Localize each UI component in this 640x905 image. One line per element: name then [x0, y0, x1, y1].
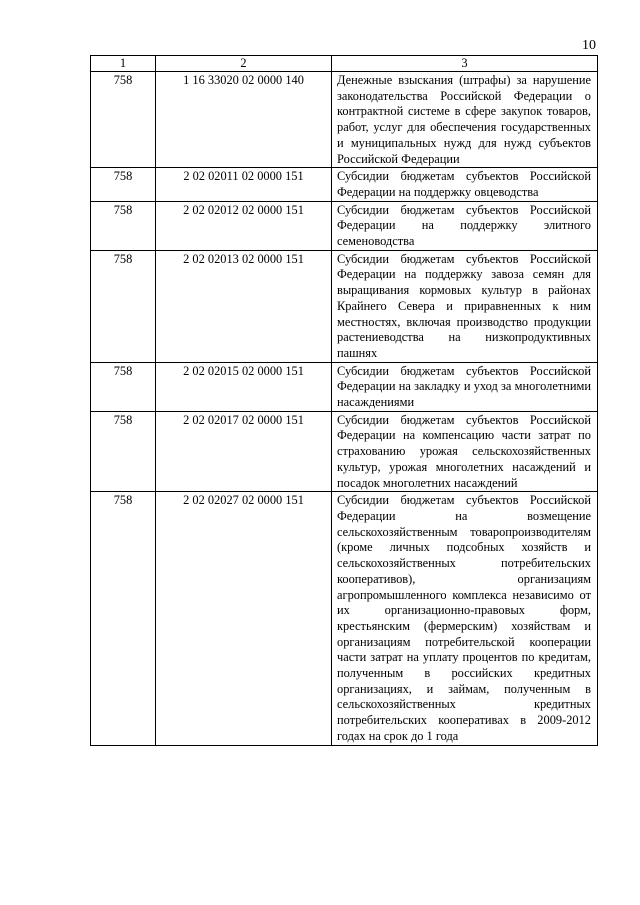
admin-code-cell: 758 — [91, 250, 156, 362]
income-name-cell: Субсидии бюджетам субъектов Российской Федерации на компенсацию части затрат по страхованию урожая сельскохозяйственных культур, урожая многолетних насаждений и посадок многолетних насаждений — [332, 411, 598, 492]
table-header-row — [91, 56, 598, 72]
income-name-cell: Субсидии бюджетам субъектов Российской Федерации на закладку и уход за многолетними насаждениями — [332, 362, 598, 411]
income-name-cell: Субсидии бюджетам субъектов Российской Федерации на поддержку завоза семян для выращивания кормовых культур в районах Крайнего Севера и приравненных к ним местностях, включая производство продукции растениеводства на низкопродуктивных пашнях — [332, 250, 598, 362]
kbk-code-cell: 2 02 02017 02 0000 151 — [156, 411, 332, 492]
income-name-cell: Субсидии бюджетам субъектов Российской Федерации на поддержку овцеводства — [332, 168, 598, 201]
page-number: 10 — [582, 38, 596, 53]
admin-code-cell: 758 — [91, 201, 156, 250]
table-row — [91, 168, 598, 201]
kbk-code-cell: 1 16 33020 02 0000 140 — [156, 72, 332, 168]
kbk-code-cell: 2 02 02012 02 0000 151 — [156, 201, 332, 250]
admin-code-cell: 758 — [91, 362, 156, 411]
kbk-code-cell: 2 02 02015 02 0000 151 — [156, 362, 332, 411]
table-row — [91, 201, 598, 250]
table-row — [91, 250, 598, 362]
column-header-1: 1 — [91, 56, 156, 72]
kbk-code-cell: 2 02 02027 02 0000 151 — [156, 492, 332, 745]
column-header-3: 3 — [332, 56, 598, 72]
admin-code-cell: 758 — [91, 168, 156, 201]
income-name-cell: Субсидии бюджетам субъектов Российской Федерации на поддержку элитного семеноводства — [332, 201, 598, 250]
kbk-code-cell: 2 02 02013 02 0000 151 — [156, 250, 332, 362]
table-row — [91, 72, 598, 168]
budget-classification-table — [90, 55, 598, 746]
kbk-code-cell: 2 02 02011 02 0000 151 — [156, 168, 332, 201]
table-row — [91, 362, 598, 411]
column-header-2: 2 — [156, 56, 332, 72]
table-row — [91, 411, 598, 492]
table-row — [91, 492, 598, 745]
admin-code-cell: 758 — [91, 492, 156, 745]
admin-code-cell: 758 — [91, 72, 156, 168]
income-name-cell: Денежные взыскания (штрафы) за нарушение законодательства Российской Федерации о контрактной системе в сфере закупок товаров, работ, услуг для обеспечения государственных и муниципальных нужд для нужд субъектов Российской Федерации — [332, 72, 598, 168]
income-name-cell: Субсидии бюджетам субъектов Российской Федерации на возмещение сельскохозяйственным товаропроизводителям (кроме личных подсобных хозяйств и сельскохозяйственных потребительских кооперативов), организациям агропромышленного комплекса независимо от их организационно-правовых форм, крестьянским (фермерским) хозяйствам и организациям потребительской кооперации части затрат на уплату процентов по кредитам, полученным в российских кредитных организациях, и займам, полученным в сельскохозяйственных кредитных потребительских кооперативах в 2009-2012 годах на срок до 1 года — [332, 492, 598, 745]
admin-code-cell: 758 — [91, 411, 156, 492]
